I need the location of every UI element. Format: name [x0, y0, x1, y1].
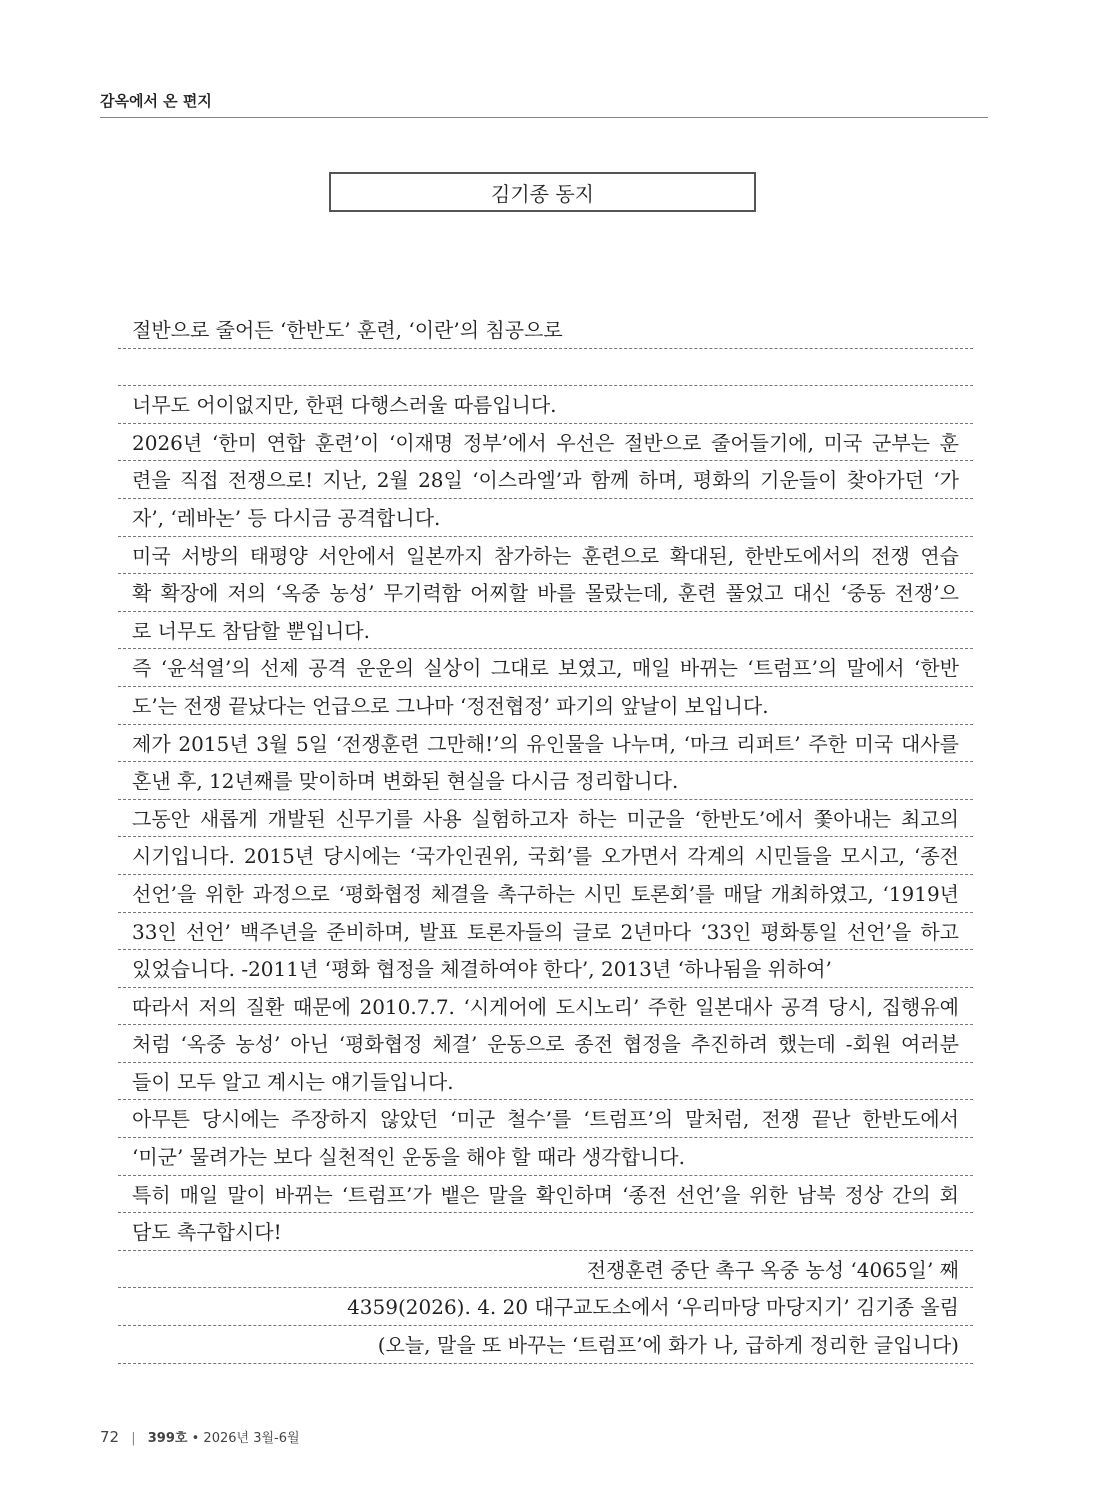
letter-line: 처럼 ‘옥중 농성’ 아닌 ‘평화협정 체결’ 운동으로 종전 협정을 추진하려 했는데 -회원 여러분	[118, 1025, 973, 1063]
footer-bullet: •	[191, 1431, 200, 1446]
author-name: 김기종 동지	[491, 181, 594, 206]
letter-line: 시기입니다. 2015년 당시에는 ‘국가인권위, 국회’를 오가면서 각계의 시민들을 모시고, ‘종전	[118, 837, 973, 875]
letter-line: 도’는 전쟁 끝났다는 언급으로 그나마 ‘정전협정’ 파기의 앞날이 보입니다.	[118, 687, 973, 725]
author-box	[329, 172, 756, 212]
letter-line	[118, 349, 973, 387]
letter-line: 있었습니다. -2011년 ‘평화 협정을 체결하여야 한다’, 2013년 ‘하나됨을 위하여’	[118, 950, 973, 988]
letter-line: (오늘, 말을 또 바꾸는 ‘트럼프’에 화가 나, 급하게 정리한 글입니다)	[118, 1326, 973, 1364]
letter-line: 미국 서방의 태평양 서안에서 일본까지 참가하는 훈련으로 확대된, 한반도에서의 전쟁 연습	[118, 537, 973, 575]
footer-separator: |	[131, 1431, 136, 1446]
letter-line: 자’, ‘레바논’ 등 다시금 공격합니다.	[118, 499, 973, 537]
letter-body	[118, 311, 973, 1364]
issue-date: 2026년 3월-6월	[203, 1431, 300, 1446]
letter-line: 련을 직접 전쟁으로! 지난, 2월 28일 ‘이스라엘’과 함께 하며, 평화의 기운들이 찾아가던 ‘가	[118, 461, 973, 499]
letter-line: 혼낸 후, 12년째를 맞이하며 변화된 현실을 다시금 정리합니다.	[118, 762, 973, 800]
letter-line: 들이 모두 알고 계시는 얘기들입니다.	[118, 1063, 973, 1101]
letter-line: 즉 ‘윤석열’의 선제 공격 운운의 실상이 그대로 보였고, 매일 바뀌는 ‘트럼프’의 말에서 ‘한반	[118, 649, 973, 687]
letter-line: 선언’을 위한 과정으로 ‘평화협정 체결을 촉구하는 시민 토론회’를 매달 개최하였고, ‘1919년	[118, 875, 973, 913]
letter-line: ‘미군’ 물려가는 보다 실천적인 운동을 해야 할 때라 생각합니다.	[118, 1138, 973, 1176]
section-header: 감옥에서 온 편지	[100, 92, 212, 110]
letter-line: 특히 매일 말이 바뀌는 ‘트럼프’가 뱉은 말을 확인하며 ‘종전 선언’을 위한 남북 정상 간의 회	[118, 1176, 973, 1214]
letter-line: 2026년 ‘한미 연합 훈련’이 ‘이재명 정부’에서 우선은 절반으로 줄어들기에, 미국 군부는 훈	[118, 424, 973, 462]
letter-line: 너무도 어이없지만, 한편 다행스러울 따름입니다.	[118, 386, 973, 424]
header-rule	[100, 117, 988, 118]
page-number: 72	[100, 1428, 120, 1446]
letter-line: 절반으로 줄어든 ‘한반도’ 훈련, ‘이란’의 침공으로	[118, 311, 973, 349]
letter-line: 33인 선언’ 백주년을 준비하며, 발표 토론자들의 글로 2년마다 ‘33인 평화통일 선언’을 하고	[118, 913, 973, 951]
letter-line: 확 확장에 저의 ‘옥중 농성’ 무기력함 어찌할 바를 몰랐는데, 훈련 풀었고 대신 ‘중동 전쟁’으	[118, 574, 973, 612]
letter-line: 따라서 저의 질환 때문에 2010.7.7. ‘시게어에 도시노리’ 주한 일본대사 공격 당시, 집행유예	[118, 988, 973, 1026]
letter-line: 전쟁훈련 중단 촉구 옥중 농성 ‘4065일’ 째	[118, 1251, 973, 1289]
letter-line: 아무튼 당시에는 주장하지 않았던 ‘미군 철수’를 ‘트럼프’의 말처럼, 전쟁 끝난 한반도에서	[118, 1100, 973, 1138]
issue-number: 399호	[147, 1431, 188, 1446]
letter-line: 로 너무도 참담할 뿐입니다.	[118, 612, 973, 650]
letter-line: 4359(2026). 4. 20 대구교도소에서 ‘우리마당 마당지기’ 김기종 올림	[118, 1288, 973, 1326]
letter-line: 그동안 새롭게 개발된 신무기를 사용 실험하고자 하는 미군을 ‘한반도’에서 쫓아내는 최고의	[118, 800, 973, 838]
letter-line: 제가 2015년 3월 5일 ‘전쟁훈련 그만해!’의 유인물을 나누며, ‘마크 리퍼트’ 주한 미국 대사를	[118, 725, 973, 763]
letter-line: 담도 촉구합시다!	[118, 1213, 973, 1251]
page-footer	[100, 1427, 300, 1446]
